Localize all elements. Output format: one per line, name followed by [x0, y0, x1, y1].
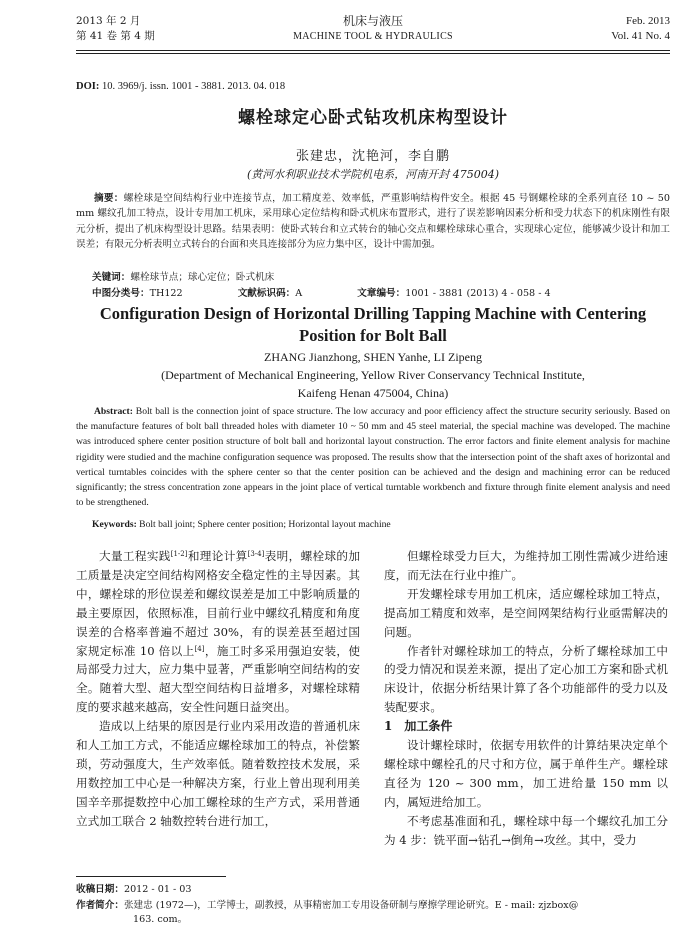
header-volume-en: Vol. 41 No. 4 [611, 30, 670, 42]
citation: [1-2] [170, 550, 188, 558]
doi-label: DOI: [76, 81, 100, 92]
abstract-cn-text: 螺栓球是空间结构行业中连接节点，加工精度差、效率低，严重影响结构件安全。根据 45 号钢螺栓球的全系列直径 10 ~ 50 mm 螺纹孔加工特点，设计专用加工机床，采用球心定位结构和卧式机床布置形式，进行了误差影响因素分析和受力状态下的机床刚性有限元分析，提出了机床构型设计思路。结果表明：使卧式转台和立式转台的轴心交点和螺栓球球心重合，实现球心定位，能够减少设计和加工误差；有限元分析表明立式转台的台面和夹具连接部分为应力集中区，设计中需加强。 [76, 193, 670, 251]
body-text: 大量工程实践 [99, 549, 171, 563]
journal-name-en: MACHINE TOOL & HYDRAULICS [293, 31, 453, 42]
section-heading: 1 加工条件 [384, 719, 453, 734]
keywords-cn [92, 270, 670, 285]
authors-cn: 张建忠，沈艳河，李自鹏 [295, 149, 450, 164]
abstract-en [76, 404, 670, 510]
doc-code [238, 288, 329, 299]
clc-value: TH122 [149, 288, 183, 299]
running-header [76, 14, 670, 48]
keywords-cn-text: 螺栓球节点；球心定位；卧式机床 [130, 272, 275, 283]
author-bio-line1: 张建忠 (1972—)，工学博士，副教授，从事精密加工专用设备研制与摩擦学理论研究。E - mail: zjzbox@ [123, 900, 579, 911]
abstract-en-label: Abstract: [94, 406, 133, 417]
citation: [3-4] [247, 550, 265, 558]
body-column-left [76, 547, 360, 831]
affiliation-en-line2: Kaifeng Henan 475004, China) [297, 386, 449, 400]
abstract-cn-label: 摘要： [94, 193, 124, 204]
header-date-cn: 2013 年 2 月 [76, 15, 141, 27]
abstract-cn [76, 191, 670, 253]
journal-name-cn: 机床与液压 [342, 14, 403, 28]
body-text: ，施工时多采用强迫安装，使局部受力过大，应力集中显著，严重影响空间结构的安全。随着大型、超大型空间结构日益增多，对螺栓球精度的要求越来越高，安全性问题日益突出。 [76, 643, 360, 715]
paper-title-en [76, 303, 670, 347]
received-date [76, 883, 670, 897]
footnote-rule [76, 876, 226, 877]
body-text: 表明，螺栓球的加工质量是决定空间结构网格安全稳定性的主导因素。其中，螺栓球的形位误差和螺纹误差是加工中影响质量的最主要原因，依照标准，目前行业中螺纹孔精度和角度误差的合格率普遍不超过 30%，有的误差甚至超过国家规定标准 10 倍以上 [76, 549, 360, 658]
keywords-cn-label: 关键词： [92, 272, 131, 283]
header-volume-cn: 第 41 卷 第 4 期 [76, 30, 155, 42]
body-paragraph: 不考虑基准面和孔，螺栓球中每一个螺纹孔加工分为 4 步：铣平面→钻孔→倒角→攻丝。其中，受力 [384, 813, 668, 847]
keywords-en [92, 517, 670, 532]
affiliation-en-line1: (Department of Mechanical Engineering, Yellow River Conservancy Technical Institute, [161, 368, 585, 382]
title-en-line1: Configuration Design of Horizontal Drilling Tapping Machine with Centering [99, 304, 647, 323]
clc-number [92, 288, 209, 299]
body-paragraph: 造成以上结果的原因是行业内采用改造的普通机床和人工加工方式，不能适应螺栓球加工的特点，补偿繁琐，劳动强度大，生产效率低。随着数控技术发展，采用数控加工中心是一种解决方案，行业上曾出现利用美国辛辛那提数控中心加工螺栓球的生产方式，采用普通立式加工联合 2 轴数控转台进行加工， [76, 719, 360, 828]
doi-line [76, 81, 285, 92]
author-bio-line2: 163. com。 [133, 914, 188, 925]
authors-en: ZHANG Jianzhong, SHEN Yanhe, LI Zipeng [264, 350, 482, 364]
header-rule-top [76, 50, 670, 51]
header-rule-bottom [76, 53, 670, 54]
doc-value: A [295, 288, 303, 299]
article-number [357, 288, 576, 299]
received-value: 2012 - 01 - 03 [123, 884, 192, 895]
keywords-en-text: Bolt ball joint; Sphere center position; Horizontal layout machine [139, 519, 391, 530]
clc-label: 中图分类号： [92, 288, 150, 299]
doi-value: 10. 3969/j. issn. 1001 - 3881. 2013. 04. 018 [101, 81, 286, 92]
classification-cn [92, 286, 670, 301]
citation: [4] [194, 644, 205, 653]
received-label: 收稿日期： [76, 884, 124, 895]
body-column-right [384, 547, 668, 850]
doc-label: 文献标识码： [237, 288, 296, 299]
header-journal [76, 14, 670, 44]
body-paragraph [76, 547, 360, 717]
affiliation-cn: (黄河水利职业技术学院机电系，河南开封 475004) [246, 168, 500, 181]
author-bio [76, 899, 670, 927]
body-paragraph: 开发螺栓球专用加工机床，适应螺栓球加工特点，提高加工精度和效率，是空间网架结构行业亟需解决的问题。 [384, 586, 668, 639]
article-value: 1001 - 3881 (2013) 4 - 058 - 4 [405, 288, 551, 299]
header-right [611, 14, 670, 44]
article-label: 文章编号： [357, 288, 406, 299]
body-text: 和理论计算 [187, 549, 248, 563]
title-en-line2: Position for Bolt Ball [299, 326, 447, 345]
paper-title-cn: 螺栓球定心卧式钻攻机床构型设计 [238, 108, 508, 128]
body-paragraph: 设计螺栓球时，依据专用软件的计算结果决定单个螺栓球中螺栓孔的尺寸和方位，属于单件生产。螺栓球直径为 120 ~ 300 mm，加工进给量 150 mm 以内，属短进给加工。 [384, 738, 668, 809]
header-date-en: Feb. 2013 [626, 15, 670, 27]
body-paragraph: 但螺栓球受力巨大，为维持加工刚性需减少进给速度，而无法在行业中推广。 [384, 549, 668, 582]
author-bio-label: 作者简介： [76, 900, 124, 911]
keywords-en-label: Keywords: [92, 519, 137, 530]
abstract-en-text: Bolt ball is the connection joint of space structure. The low accuracy and poor efficiency affect the structure security seriously. Based on the manufacture features of bolt ball threaded holes with diameter 10 ~ 50 mm and 45 steel material, the special machine was developed. The machine was introduced sphere center position structure of bolt ball and horizontal layout construction. The error factors and finite element analysis for machine rigidity were studied and the machine configuration sequence was proposed. The results show that the intersection point of the shaft axes of horizontal and vertical turntables coincides with the sphere center so that the center position can be achieved and the design and machining error can be reduced significantly; the stress concentration zone appears in the joint place of vertical turntable workbench and fixture through finite element analysis and need to be strengthened. [76, 406, 670, 509]
body-paragraph: 作者针对螺栓球加工的特点，分析了螺栓球加工中的受力情况和误差来源，提出了定心加工方案和卧式机床设计，依据分析结果计算了各个功能部件的受力以及装配要求。 [384, 643, 668, 715]
